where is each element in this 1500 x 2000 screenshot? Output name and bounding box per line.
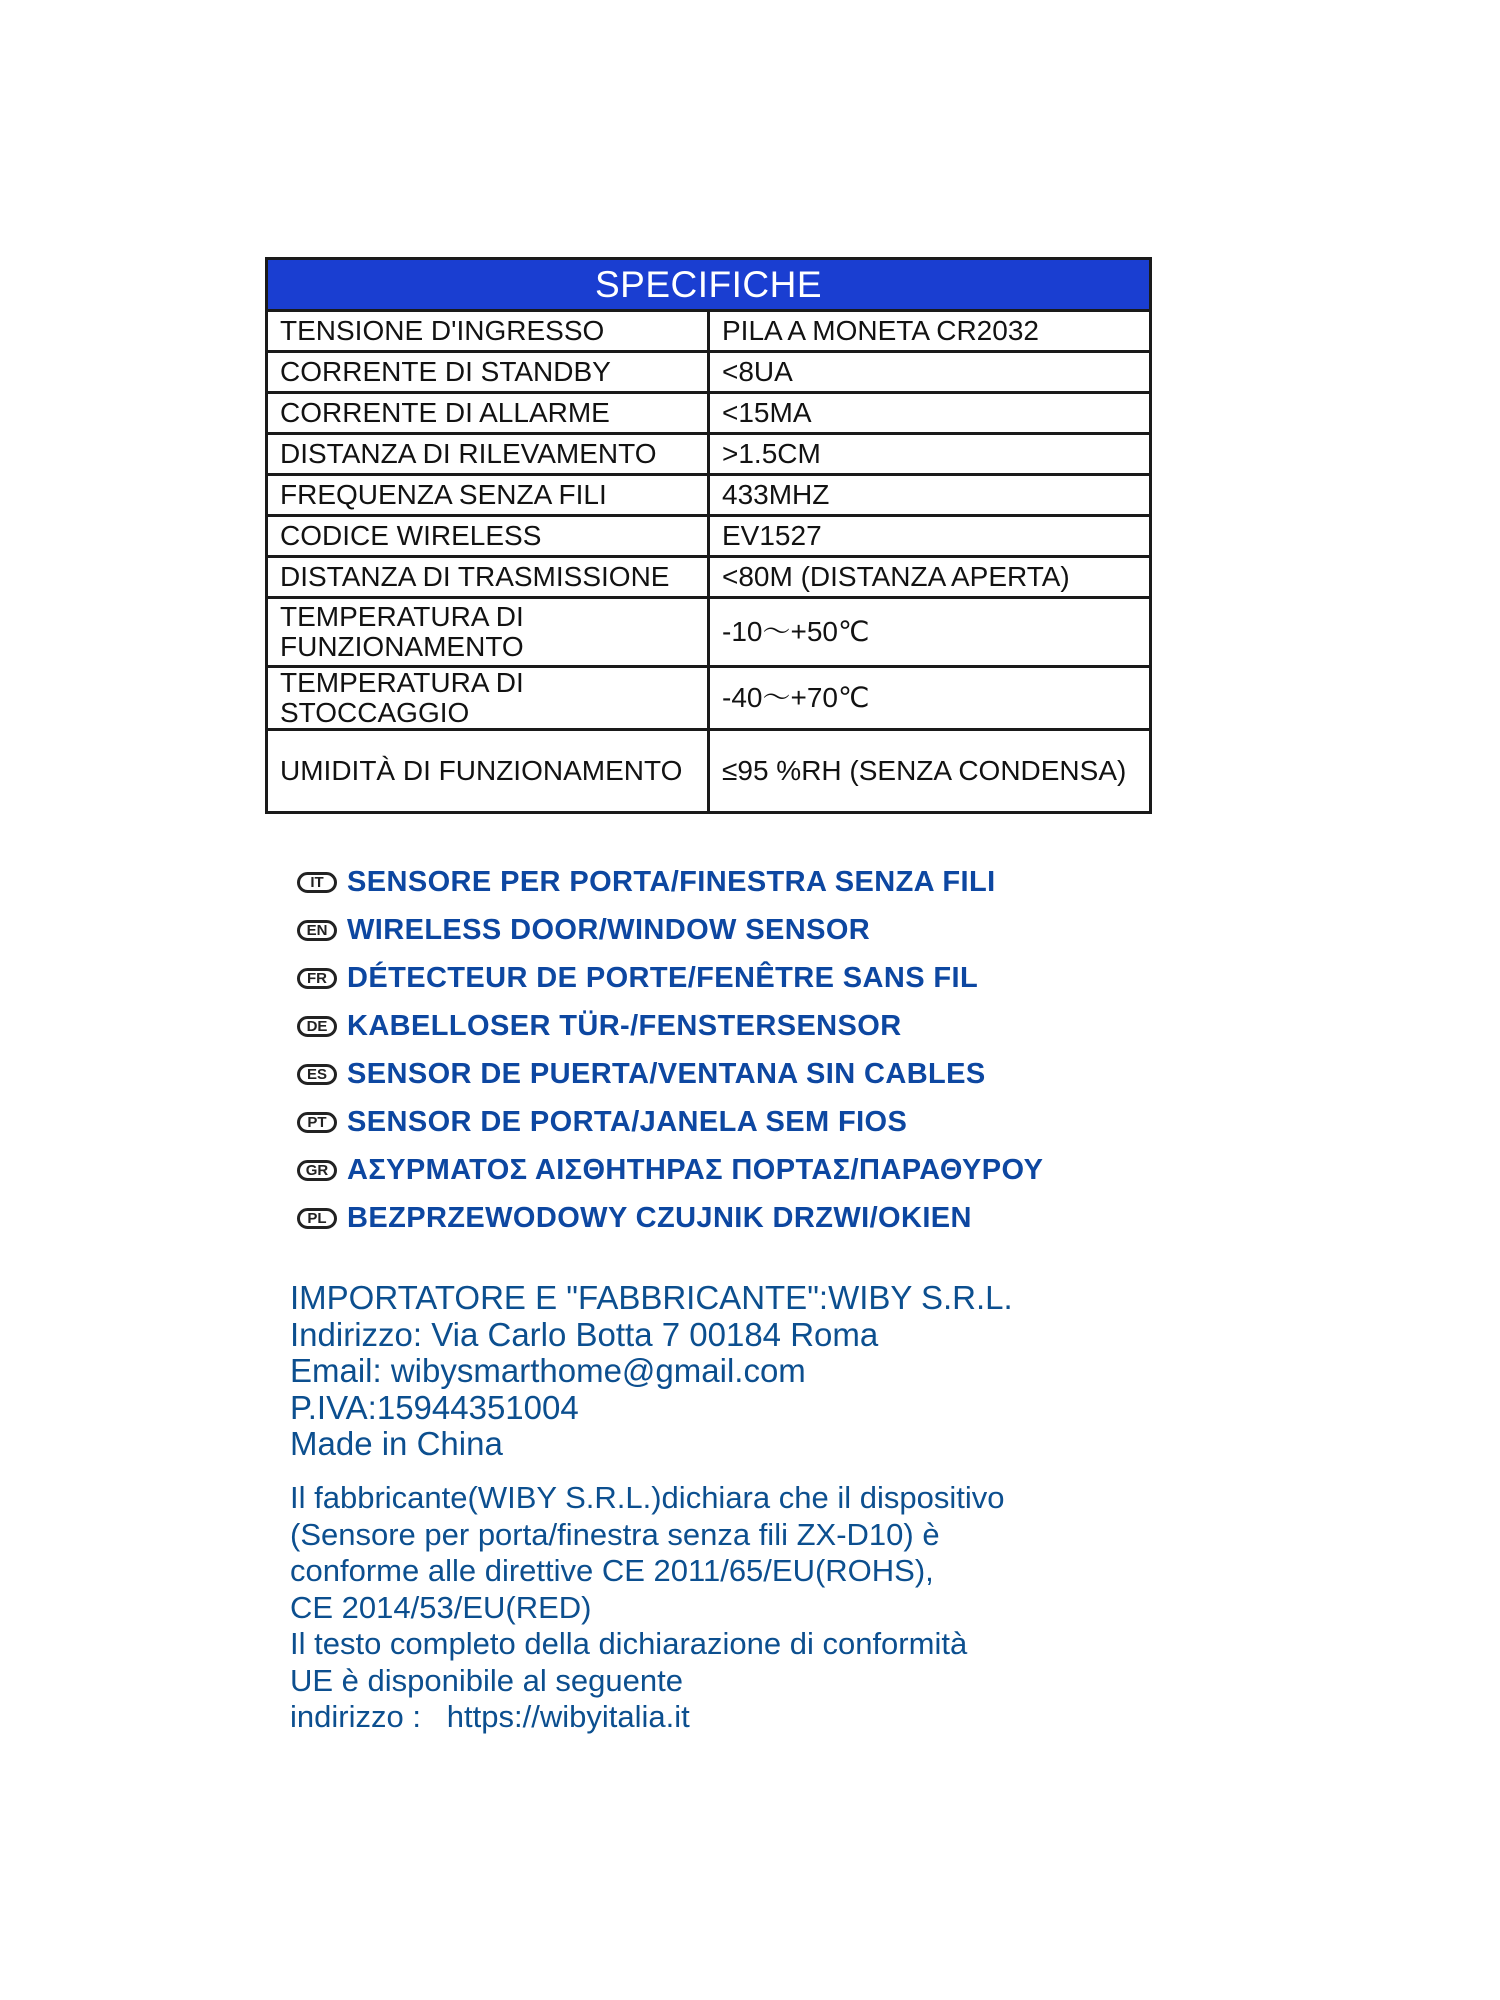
product-name-translations	[297, 858, 1043, 1242]
spec-value: EV1527	[709, 516, 1151, 557]
declaration-line: Il fabbricante(WIBY S.R.L.)dichiara che il dispositivo	[290, 1480, 1005, 1515]
declaration-line: Il testo completo della dichiarazione di conformità	[290, 1626, 968, 1661]
language-item	[297, 1146, 1043, 1194]
spec-label: CORRENTE DI ALLARME	[267, 393, 709, 434]
specifications-table	[265, 257, 1152, 814]
importer-line: IMPORTATORE E "FABBRICANTE":WIBY S.R.L.	[290, 1279, 1013, 1316]
language-badge-fr: FR	[297, 968, 337, 989]
importer-info	[290, 1280, 1013, 1463]
language-text: SENSORE PER PORTA/FINESTRA SENZA FILI	[347, 865, 996, 898]
language-text: KABELLOSER TÜR-/FENSTERSENSOR	[347, 1009, 902, 1042]
spec-row	[267, 352, 1151, 393]
spec-row	[267, 598, 1151, 667]
language-text: BEZPRZEWODOWY CZUJNIK DRZWI/OKIEN	[347, 1201, 972, 1234]
declaration-line: conforme alle direttive CE 2011/65/EU(ROHS),	[290, 1553, 934, 1588]
spec-header-row	[267, 259, 1151, 311]
spec-value: ≤95 %RH (SENZA CONDENSA)	[709, 730, 1151, 813]
language-text: SENSOR DE PUERTA/VENTANA SIN CABLES	[347, 1057, 986, 1090]
spec-title: SPECIFICHE	[267, 259, 1151, 311]
spec-value: -10～+50℃	[709, 598, 1151, 667]
declaration-line: (Sensore per porta/finestra senza fili ZX-D10) è	[290, 1516, 940, 1552]
spec-label: FREQUENZA SENZA FILI	[267, 475, 709, 516]
declaration-line: UE è disponibile al seguente	[290, 1662, 683, 1698]
language-item	[297, 858, 1043, 906]
spec-label: TENSIONE D'INGRESSO	[267, 311, 709, 352]
spec-row	[267, 393, 1151, 434]
spec-label: DISTANZA DI TRASMISSIONE	[267, 557, 709, 598]
address-line: Indirizzo: Via Carlo Botta 7 00184 Roma	[290, 1315, 879, 1353]
spec-label: UMIDITÀ DI FUNZIONAMENTO	[267, 730, 709, 813]
language-badge-es: ES	[297, 1064, 337, 1085]
language-text: ΑΣΥΡΜΑΤΟΣ ΑΙΣΘΗΤΗΡΑΣ ΠΟΡΤΑΣ/ΠΑΡΑΘΥΡΟΥ	[347, 1153, 1044, 1186]
language-badge-en: EN	[297, 920, 337, 941]
language-item	[297, 1098, 1043, 1146]
language-item	[297, 1194, 1043, 1242]
declaration-line: CE 2014/53/EU(RED)	[290, 1589, 592, 1625]
spec-label: TEMPERATURA DI STOCCAGGIO	[267, 667, 709, 730]
origin-line: Made in China	[290, 1425, 503, 1462]
spec-value: -40～+70℃	[709, 667, 1151, 730]
language-item	[297, 1050, 1043, 1098]
language-badge-it: IT	[297, 872, 337, 893]
language-badge-de: DE	[297, 1016, 337, 1037]
spec-value: >1.5CM	[709, 434, 1151, 475]
language-text: SENSOR DE PORTA/JANELA SEM FIOS	[347, 1105, 908, 1138]
spec-label: CODICE WIRELESS	[267, 516, 709, 557]
language-badge-pt: PT	[297, 1112, 337, 1133]
vat-line: P.IVA:15944351004	[290, 1388, 579, 1426]
spec-row	[267, 730, 1151, 813]
language-badge-pl: PL	[297, 1208, 337, 1229]
spec-row	[267, 434, 1151, 475]
spec-value: <80M (DISTANZA APERTA)	[709, 557, 1151, 598]
declaration-url-line: indirizzo : https://wibyitalia.it	[290, 1699, 690, 1734]
spec-row	[267, 311, 1151, 352]
spec-label: CORRENTE DI STANDBY	[267, 352, 709, 393]
language-text: DÉTECTEUR DE PORTE/FENÊTRE SANS FIL	[347, 961, 979, 994]
conformity-declaration	[290, 1480, 1004, 1736]
language-item	[297, 906, 1043, 954]
spec-value: <15MA	[709, 393, 1151, 434]
spec-value: <8UA	[709, 352, 1151, 393]
spec-value: 433MHZ	[709, 475, 1151, 516]
spec-row	[267, 557, 1151, 598]
email-line: Email: wibysmarthome@gmail.com	[290, 1352, 806, 1389]
language-text: WIRELESS DOOR/WINDOW SENSOR	[347, 913, 871, 946]
spec-label: TEMPERATURA DI FUNZIONAMENTO	[267, 598, 709, 667]
spec-row	[267, 475, 1151, 516]
spec-label: DISTANZA DI RILEVAMENTO	[267, 434, 709, 475]
language-item	[297, 954, 1043, 1002]
spec-row	[267, 516, 1151, 557]
spec-value: PILA A MONETA CR2032	[709, 311, 1151, 352]
language-item	[297, 1002, 1043, 1050]
spec-row	[267, 667, 1151, 730]
language-badge-gr: GR	[297, 1160, 337, 1181]
